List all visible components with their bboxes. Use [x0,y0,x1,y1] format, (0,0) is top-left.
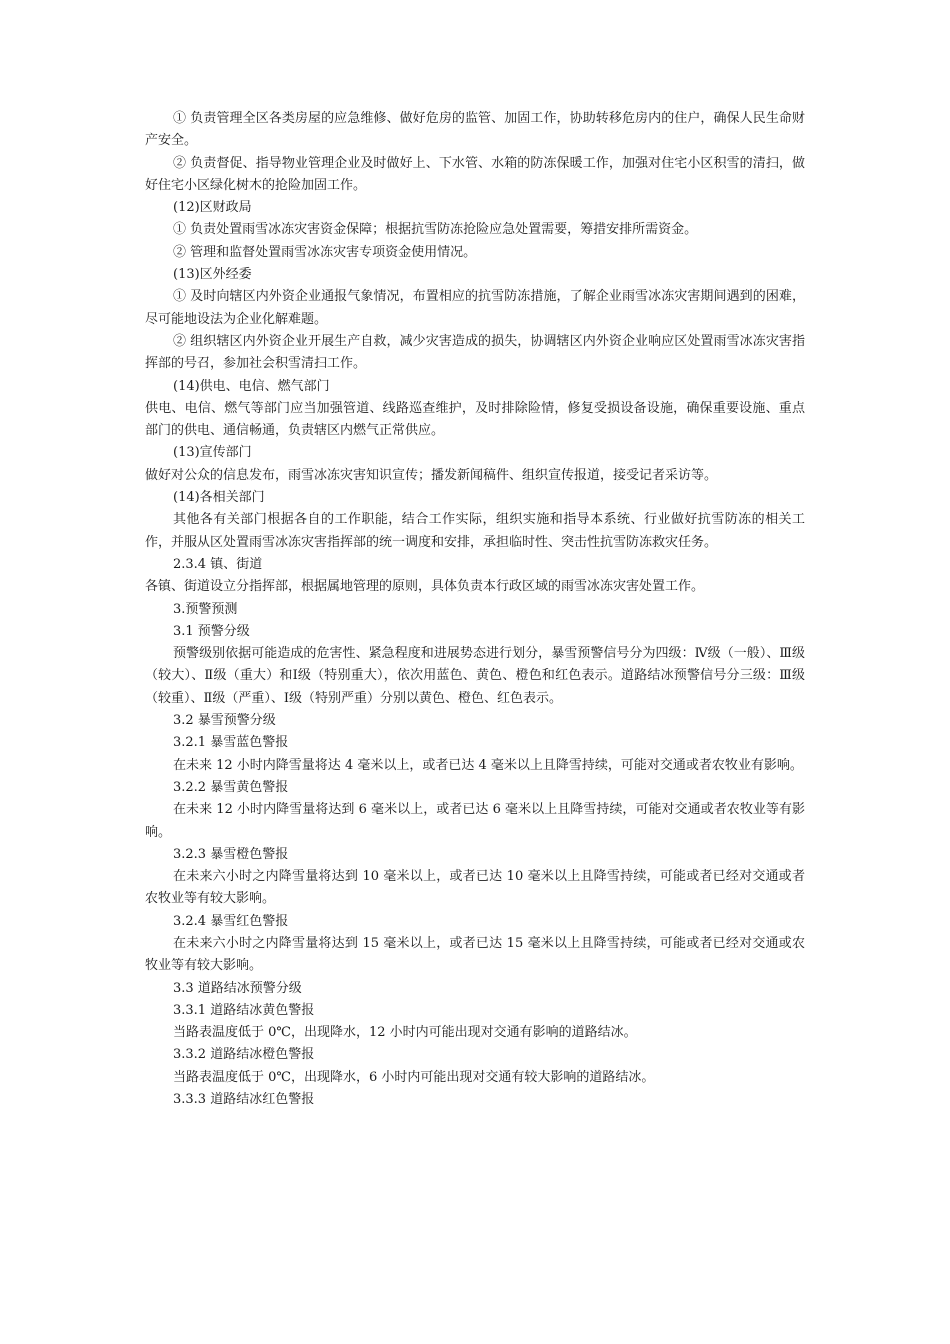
section-heading: 3.2.1 暴雪蓝色警报 [173,735,289,751]
paragraph: ② 管理和监督处置雨雪冰冻灾害专项资金使用情况。 [173,244,477,260]
section-heading: 3.2 暴雪预警分级 [173,713,276,729]
section-heading: 3.3.1 道路结冰黄色警报 [173,1002,315,1018]
document-page [145,108,805,1111]
section-heading: 3.2.4 暴雪红色警报 [173,913,289,929]
paragraph: 供电、电信、燃气等部门应当加强管道、线路巡查维护，及时排除险情，修复受损设备设施，确保重要设施、重点部门的供电、通信畅通，负责辖区内燃气正常供应。 [145,400,805,439]
section-heading: 3.3.3 道路结冰红色警报 [173,1092,315,1108]
section-heading: 3.2.3 暴雪橙色警报 [173,846,289,862]
paragraph: 各镇、街道设立分指挥部，根据属地管理的原则，具体负责本行政区域的雨雪冰冻灾害处置工作。 [145,579,705,595]
section-heading: 3.2.2 暴雪黄色警报 [173,779,289,795]
paragraph: ② 负责督促、指导物业管理企业及时做好上、下水管、水箱的防冻保暖工作，加强对住宅小区积雪的清扫，做好住宅小区绿化树木的抢险加固工作。 [145,155,805,193]
section-heading: (14)供电、电信、燃气部门 [173,378,330,394]
paragraph: 在未来六小时之内降雪量将达到 10 毫米以上，或者已达 10 毫米以上且降雪持续，可能或者已经对交通或者农牧业等有较大影响。 [145,869,805,907]
section-heading: (14)各相关部门 [173,490,265,506]
paragraph: ① 负责处置雨雪冰冻灾害资金保障；根据抗雪防冻抢险应急处置需要，筹措安排所需资金。 [173,222,698,238]
section-heading: 2.3.4 镇、街道 [173,556,263,572]
section-heading: 3.预警预测 [173,601,238,617]
paragraph: 当路表温度低于 0℃，出现降水，12 小时内可能出现对交通有影响的道路结冰。 [173,1025,637,1041]
paragraph: 当路表温度低于 0℃，出现降水，6 小时内可能出现对交通有较大影响的道路结冰。 [173,1069,655,1085]
paragraph: ① 及时向辖区内外资企业通报气象情况，布置相应的抗雪防冻措施，了解企业雨雪冰冻灾害期间遇到的困难，尽可能地设法为企业化解难题。 [145,289,805,327]
paragraph: 在未来 12 小时内降雪量将达到 6 毫米以上，或者已达 6 毫米以上且降雪持续，可能对交通或者农牧业等有影响。 [145,802,805,840]
paragraph: 在未来六小时之内降雪量将达到 15 毫米以上，或者已达 15 毫米以上且降雪持续，可能或者已经对交通或农牧业等有较大影响。 [145,935,805,974]
paragraph: ① 负责管理全区各类房屋的应急维修、做好危房的监管、加固工作，协助转移危房内的住户，确保人民生命财产安全。 [145,111,805,149]
paragraph: 预警级别依据可能造成的危害性、紧急程度和进展势态进行划分，暴雪预警信号分为四级：Ⅳ级（一般）、Ⅲ级（较大）、Ⅱ级（重大）和Ⅰ级（特别重大），依次用蓝色、黄色、橙色和红色表示。道路结冰预警信号分三级：Ⅲ级（较重）、Ⅱ级（严重）、Ⅰ级（特别严重）分别以黄色、橙色、红色表示。 [145,646,805,706]
paragraph: 在未来 12 小时内降雪量将达 4 毫米以上，或者已达 4 毫米以上且降雪持续，可能对交通或者农牧业有影响。 [173,757,803,773]
paragraph: ② 组织辖区内外资企业开展生产自救，减少灾害造成的损失，协调辖区内外资企业响应区处置雨雪冰冻灾害指挥部的号召，参加社会积雪清扫工作。 [145,333,805,372]
paragraph: 做好对公众的信息发布，雨雪冰冻灾害知识宣传；播发新闻稿件、组织宣传报道，接受记者采访等。 [145,467,718,483]
section-heading: (13)区外经委 [173,267,252,283]
section-heading: 3.1 预警分级 [173,623,250,639]
section-heading: 3.3 道路结冰预警分级 [173,980,302,996]
section-heading: 3.3.2 道路结冰橙色警报 [173,1047,315,1063]
section-heading: (13)宣传部门 [173,445,252,461]
section-heading: (12)区财政局 [173,200,252,216]
paragraph: 其他各有关部门根据各自的工作职能，结合工作实际，组织实施和指导本系统、行业做好抗雪防冻的相关工作，并服从区处置雨雪冰冻灾害指挥部的统一调度和安排，承担临时性、突击性抗雪防冻救灾任务。 [145,512,805,550]
